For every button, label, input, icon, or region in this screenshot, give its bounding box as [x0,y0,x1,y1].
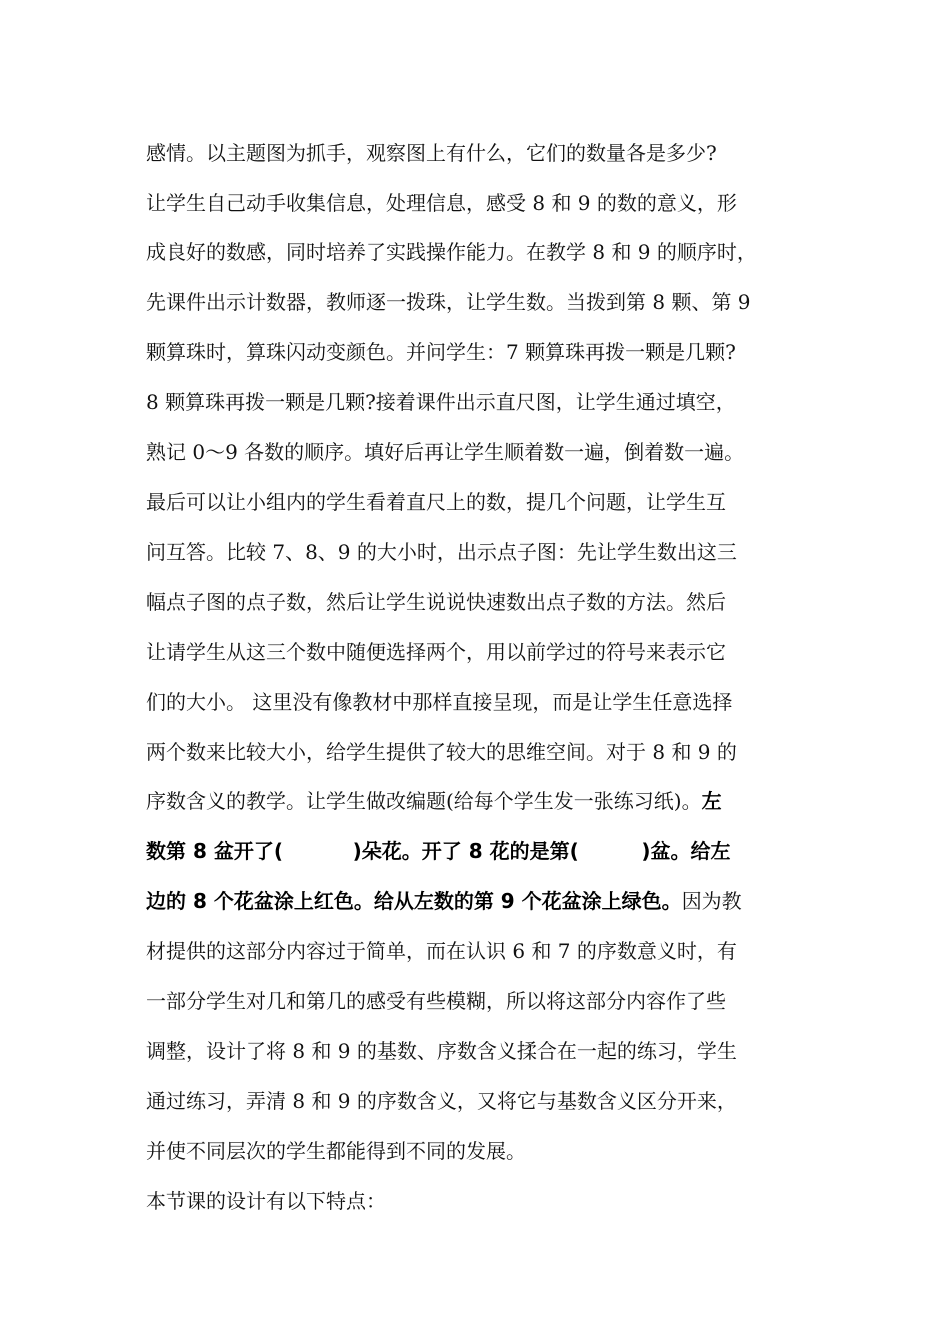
text-line [146,535,737,569]
text-segment: 通过练习，弄清 8 和 9 的序数含义，又将它与基数含义区分开来， [146,1089,737,1113]
text-line [146,984,726,1018]
bold-text-segment: 边的 8 个花盆涂上红色。给从左数的第 9 个花盆涂上绿色。 [146,889,682,913]
text-line [146,934,737,968]
text-segment: 并使不同层次的学生都能得到不同的发展。 [146,1139,526,1163]
text-line [146,635,726,669]
text-line [146,1184,386,1218]
text-segment: 调整，设计了将 8 和 9 的基数、序数含义揉合在一起的练习，学生 [146,1039,737,1063]
text-segment: 问互答。比较 7、8、9 的大小时，出示点子图：先让学生数出这三 [146,540,737,564]
text-segment: 熟记 0～9 各数的顺序。填好后再让学生顺着数一遍，倒着数一遍。 [146,440,745,464]
text-line [146,834,731,868]
text-segment: 让请学生从这三个数中随便选择两个，用以前学过的符号来表示它 [146,640,726,664]
text-line [146,884,742,918]
text-segment: 本节课的设计有以下特点： [146,1189,386,1213]
text-line [146,784,722,818]
text-segment: 感情。以主题图为抓手，观察图上有什么，它们的数量各是多少? [146,141,717,165]
text-line [146,485,726,519]
text-segment: 两个数来比较大小，给学生提供了较大的思维空间。对于 8 和 9 的 [146,740,737,764]
text-line [146,385,736,419]
text-segment: 成良好的数感，同时培养了实践操作能力。在教学 8 和 9 的顺序时， [146,240,757,264]
text-line [146,585,726,619]
text-line [146,136,717,170]
text-line [146,235,757,269]
text-line [146,1134,526,1168]
text-segment: 们的大小。 这里没有像教材中那样直接呈现，而是让学生任意选择 [146,690,733,714]
text-segment: 因为教 [681,889,742,913]
text-segment: 让学生自己动手收集信息，处理信息，感受 8 和 9 的数的意义，形 [146,191,737,215]
text-line [146,685,732,719]
text-segment: 材提供的这部分内容过于简单，而在认识 6 和 7 的序数意义时，有 [146,939,737,963]
bold-text-segment: 左 [701,789,722,813]
bold-text-segment: 数第 8 盆开了( )朵花。开了 8 花的是第( )盆。给左 [146,839,731,863]
text-line [146,435,744,469]
text-segment: 一部分学生对几和第几的感受有些模糊，所以将这部分内容作了些 [146,989,726,1013]
text-segment: 最后可以让小组内的学生看着直尺上的数，提几个问题，让学生互 [146,490,726,514]
text-line [146,1034,737,1068]
text-line [146,186,737,220]
text-line [146,285,751,319]
text-segment: 8 颗算珠再拨一颗是几颗?接着课件出示直尺图，让学生通过填空， [146,390,736,414]
text-segment: 序数含义的教学。让学生做改编题(给每个学生发一张练习纸)。 [146,789,702,813]
text-segment: 先课件出示计数器，教师逐一拨珠，让学生数。当拨到第 8 颗、第 9 [146,290,751,314]
text-segment: 颗算珠时，算珠闪动变颜色。并问学生：7 颗算珠再拨一颗是几颗? [146,340,736,364]
text-line [146,335,736,369]
text-line [146,735,737,769]
text-segment: 幅点子图的点子数，然后让学生说说快速数出点子数的方法。然后 [146,590,726,614]
text-line [146,1084,737,1118]
